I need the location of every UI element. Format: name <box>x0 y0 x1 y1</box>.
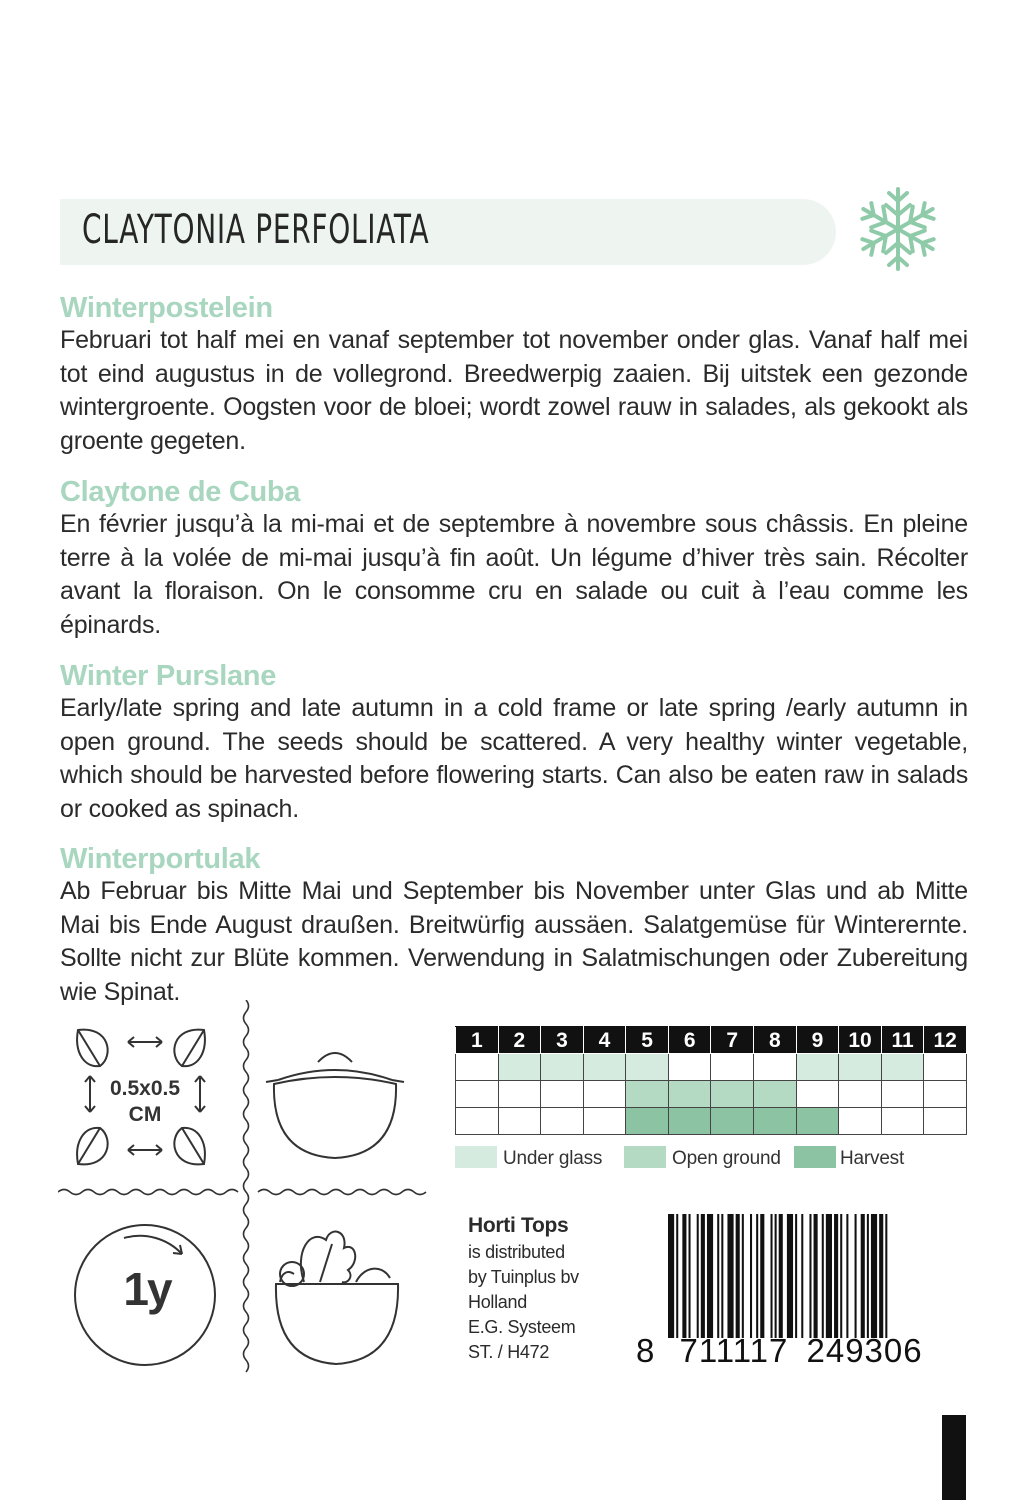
barcode-bar <box>707 1214 713 1338</box>
section-dutch <box>60 292 968 458</box>
calendar-month-row <box>456 1027 967 1054</box>
calendar-cell <box>796 1108 839 1135</box>
calendar-cell <box>881 1081 924 1108</box>
legend-label: Open ground <box>672 1148 781 1169</box>
calendar-row-harvest <box>456 1108 967 1135</box>
barcode-bar <box>668 1214 674 1338</box>
barcode-bar <box>760 1214 764 1338</box>
barcode-bar <box>727 1214 733 1338</box>
barcode-bar <box>701 1214 705 1338</box>
calendar-cell <box>541 1054 584 1081</box>
section-english <box>60 660 968 826</box>
legend-label: Harvest <box>840 1148 905 1169</box>
horizontal-wavy-divider <box>58 1182 434 1202</box>
lifecycle-label: 1y <box>123 1263 171 1315</box>
calendar-cell <box>796 1054 839 1081</box>
calendar-cell <box>626 1108 669 1135</box>
barcode-bar <box>721 1214 723 1338</box>
barcode-bar <box>697 1214 699 1338</box>
barcode-bar <box>795 1214 797 1338</box>
section-heading: Claytone de Cuba <box>60 476 301 508</box>
calendar-cell <box>711 1108 754 1135</box>
spacing-label <box>99 1076 191 1128</box>
barcode-digits <box>636 1332 966 1370</box>
calendar-cell <box>456 1054 499 1081</box>
spacing-value: 0.5x0.5 <box>109 1077 181 1100</box>
barcode-bar <box>885 1214 887 1338</box>
legend-swatch <box>455 1146 497 1168</box>
barcode-digit-group: 711117 <box>679 1332 789 1369</box>
barcode-bar <box>756 1214 758 1338</box>
barcode <box>668 1214 963 1338</box>
calendar-cell <box>881 1054 924 1081</box>
product-title: CLAYTONIA PERFOLIATA <box>82 207 430 253</box>
calendar-cell <box>498 1108 541 1135</box>
month-header: 3 <box>541 1027 584 1054</box>
calendar-cell <box>796 1081 839 1108</box>
month-header: 6 <box>668 1027 711 1054</box>
legend-label: Under glass <box>503 1148 603 1169</box>
barcode-bar <box>855 1214 857 1338</box>
barcode-bar <box>822 1214 824 1338</box>
barcode-bar <box>840 1214 842 1338</box>
calendar-cell <box>498 1054 541 1081</box>
calendar-cell <box>498 1081 541 1108</box>
month-header: 12 <box>924 1027 967 1054</box>
barcode-bar <box>867 1214 869 1338</box>
barcode-bar <box>779 1214 783 1338</box>
legend-swatch <box>624 1146 666 1168</box>
section-heading: Winterportulak <box>60 843 261 875</box>
corner-mark <box>942 1415 966 1500</box>
calendar-cell <box>583 1108 626 1135</box>
distributor-info <box>468 1212 628 1365</box>
barcode-bar <box>682 1214 686 1338</box>
salad-bowl-icon <box>264 1222 414 1372</box>
calendar-cell <box>456 1108 499 1135</box>
distributor-line: E.G. Systeem <box>468 1317 576 1337</box>
month-header: 5 <box>626 1027 669 1054</box>
calendar-cell <box>924 1108 967 1135</box>
distributor-line: ST. / H472 <box>468 1342 550 1362</box>
barcode-bar <box>834 1214 838 1338</box>
calendar-cell <box>541 1081 584 1108</box>
section-heading: Winter Purslane <box>60 660 277 692</box>
legend-swatch <box>794 1146 836 1168</box>
calendar-cell <box>456 1081 499 1108</box>
barcode-bar <box>801 1214 803 1338</box>
section-body: Ab Februar bis Mitte Mai und September bis November unter Glas und ab Mitte Mai bis Ende August draußen. Breitwürfig aussäen. Salatgemüse für Winterernte. Sollte nicht zur Blüte kommen. Verwendung in Salatmischungen oder Zubereitung wie Spinat. <box>60 877 968 1006</box>
barcode-bar <box>775 1214 777 1338</box>
distributor-line: is distributed <box>468 1242 565 1262</box>
section-body: Early/late spring and late autumn in a cold frame or late spring /early autumn in open ground. The seeds should be scattered. A very healthy winter vegetable, which should be harvested before flowering starts. Can also be eaten raw in salads or cooked as spinach. <box>60 694 968 823</box>
calendar-cell <box>839 1054 882 1081</box>
spacing-unit: CM <box>128 1103 162 1126</box>
distributor-line: by Tuinplus bv <box>468 1267 579 1287</box>
snowflake-icon <box>856 184 940 274</box>
calendar-cell <box>626 1081 669 1108</box>
cooking-pot-icon <box>260 1040 410 1170</box>
calendar-cell <box>668 1108 711 1135</box>
barcode-bar <box>750 1214 752 1338</box>
sowing-calendar <box>455 1026 967 1135</box>
calendar-cell <box>668 1054 711 1081</box>
month-header: 4 <box>583 1027 626 1054</box>
barcode-bar <box>742 1214 744 1338</box>
barcode-bar <box>787 1214 793 1338</box>
month-header: 9 <box>796 1027 839 1054</box>
barcode-bar <box>736 1214 740 1338</box>
month-header: 10 <box>839 1027 882 1054</box>
barcode-bar <box>879 1214 883 1338</box>
calendar-cell <box>541 1108 584 1135</box>
barcode-bar <box>814 1214 818 1338</box>
month-header: 2 <box>498 1027 541 1054</box>
barcode-bar <box>846 1214 848 1338</box>
calendar-cell <box>924 1081 967 1108</box>
section-heading: Winterpostelein <box>60 292 273 324</box>
barcode-bar <box>861 1214 865 1338</box>
month-header: 1 <box>456 1027 499 1054</box>
section-body: Februari tot half mei en vanaf september tot november onder glas. Vanaf half mei tot eind augustus in de vollegrond. Breedwerpig zaaien. Bij uitstek een gezonde wintergroente. Oogsten voor de bloei; wordt zowel rauw in salades, als gekookt als groente gegeten. <box>60 326 968 455</box>
calendar-cell <box>881 1108 924 1135</box>
calendar-cell <box>711 1081 754 1108</box>
calendar-cell <box>583 1081 626 1108</box>
month-header: 8 <box>754 1027 797 1054</box>
calendar-cell <box>754 1081 797 1108</box>
calendar-cell <box>583 1054 626 1081</box>
barcode-bar <box>689 1214 691 1338</box>
barcode-digit-group: 8 <box>636 1332 656 1369</box>
barcode-digit-group: 249306 <box>806 1332 923 1369</box>
calendar-cell <box>839 1081 882 1108</box>
calendar-cell <box>626 1054 669 1081</box>
brand-name: Horti Tops <box>468 1214 569 1237</box>
calendar-row-under-glass <box>456 1054 967 1081</box>
month-header: 7 <box>711 1027 754 1054</box>
calendar-cell <box>668 1081 711 1108</box>
section-french <box>60 476 968 642</box>
barcode-bar <box>717 1214 719 1338</box>
calendar-cell <box>754 1108 797 1135</box>
calendar-cell <box>754 1054 797 1081</box>
section-german <box>60 843 968 1009</box>
section-body: En février jusqu’à la mi-mai et de septembre à novembre sous châssis. En pleine terre à la volée de mi-mai jusqu’à fin août. Un légume d’hiver très sain. Récolter avant la floraison. On le consomme cru en salade ou cuit à l’eau comme les épinards. <box>60 510 968 639</box>
distributor-line: Holland <box>468 1292 527 1312</box>
barcode-bar <box>676 1214 678 1338</box>
calendar-row-open-ground <box>456 1081 967 1108</box>
month-header: 11 <box>881 1027 924 1054</box>
calendar-cell <box>711 1054 754 1081</box>
barcode-bar <box>809 1214 811 1338</box>
barcode-bar <box>871 1214 877 1338</box>
calendar-cell <box>924 1054 967 1081</box>
barcode-bar <box>826 1214 832 1338</box>
barcode-bar <box>771 1214 773 1338</box>
calendar-cell <box>839 1108 882 1135</box>
